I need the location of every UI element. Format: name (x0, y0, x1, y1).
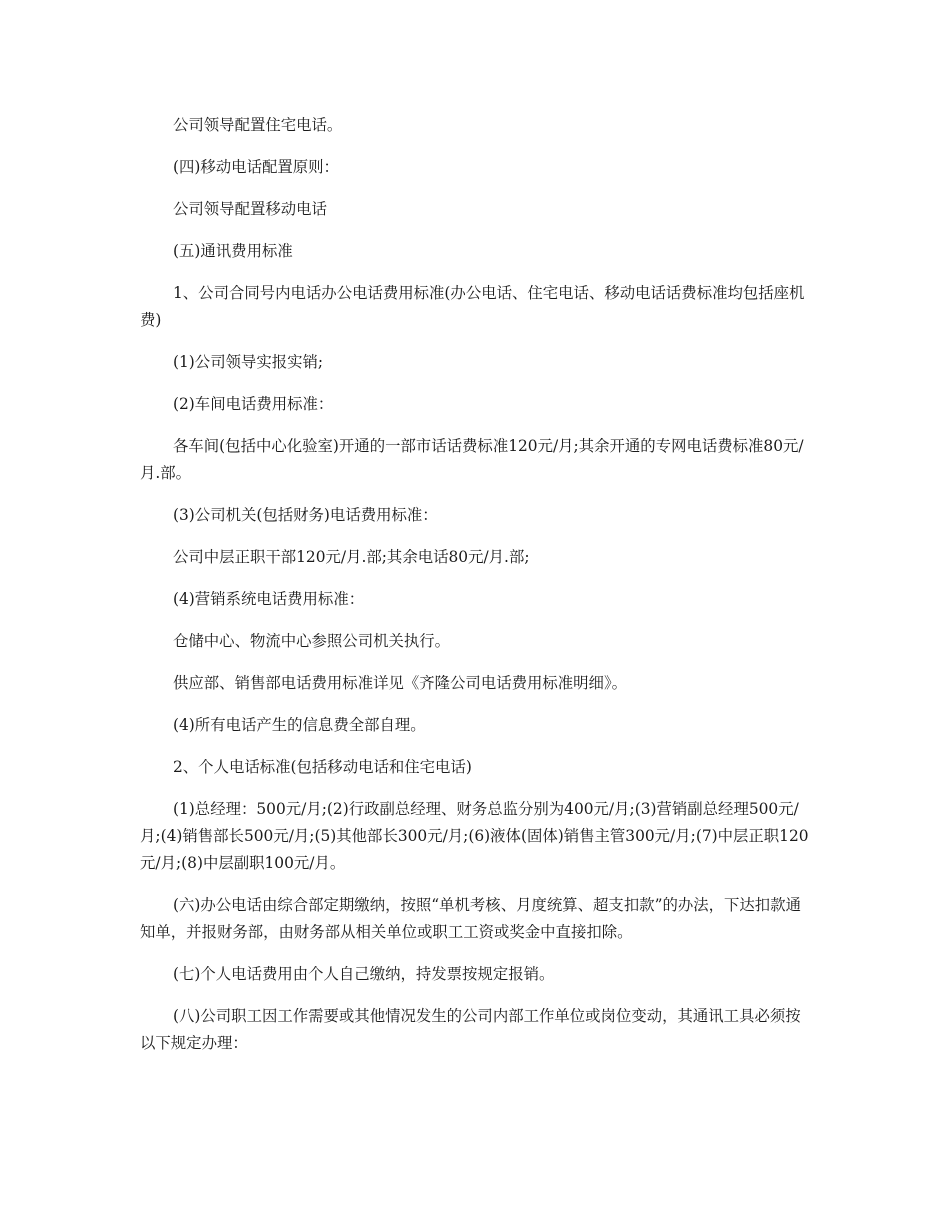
paragraph: (八)公司职工因工作需要或其他情况发生的公司内部工作单位或岗位变动，其通讯工具必须按以下规定办理： (140, 1007, 801, 1052)
paragraph: (1)总经理：500元/月;(2)行政副总经理、财务总监分别为400元/月;(3)营销副总经理500元/月;(4)销售部长500元/月;(5)其他部长300元/月;(6)液体(固体)销售主管300元/月;(7)中层正职120元/月;(8)中层副职100元/月。 (140, 800, 809, 872)
paragraph: 各车间(包括中心化验室)开通的一部市话话费标准120元/月;其余开通的专网电话费标准80元/月.部。 (140, 437, 804, 482)
paragraph: 公司领导配置住宅电话。 (173, 116, 343, 134)
document-body (140, 112, 812, 1072)
paragraph: (六)办公电话由综合部定期缴纳，按照“单机考核、月度统算、超支扣款”的办法，下达扣款通知单，并报财务部，由财务部从相关单位或职工工资或奖金中直接扣除。 (140, 896, 801, 941)
paragraph: 2、个人电话标准(包括移动电话和住宅电话) (173, 758, 472, 776)
paragraph: 公司中层正职干部120元/月.部;其余电话80元/月.部; (173, 548, 530, 566)
paragraph: 公司领导配置移动电话 (173, 200, 327, 218)
paragraph: (1)公司领导实报实销; (173, 353, 324, 371)
paragraph: (四)移动电话配置原则： (173, 158, 339, 176)
paragraph: 供应部、销售部电话费用标准详见《齐隆公司电话费用标准明细》。 (173, 674, 628, 692)
paragraph: 仓储中心、物流中心参照公司机关执行。 (173, 632, 451, 650)
paragraph: (五)通讯费用标准 (173, 242, 293, 260)
paragraph: (2)车间电话费用标准： (173, 395, 334, 413)
paragraph: 1、公司合同号内电话办公电话费用标准(办公电话、住宅电话、移动电话话费标准均包括座机费) (140, 284, 805, 329)
paragraph: (七)个人电话费用由个人自己缴纳，持发票按规定报销。 (173, 965, 555, 983)
paragraph: (4)所有电话产生的信息费全部自理。 (173, 716, 426, 734)
paragraph: (4)营销系统电话费用标准： (173, 590, 365, 608)
paragraph: (3)公司机关(包括财务)电话费用标准： (173, 506, 438, 524)
